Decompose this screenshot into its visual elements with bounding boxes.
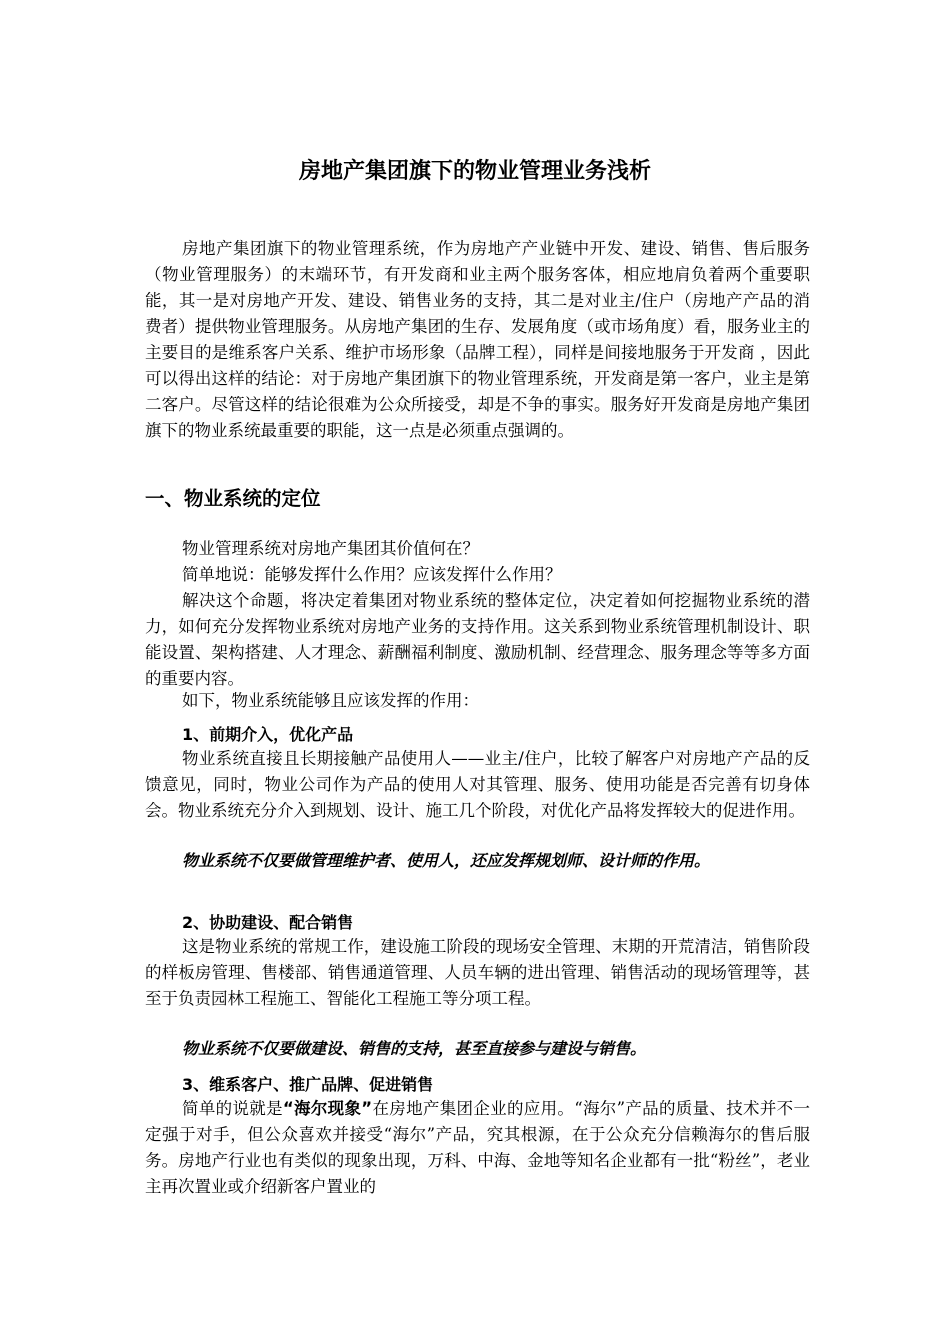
- subsection-paragraph-2: 这是物业系统的常规工作，建设施工阶段的现场安全管理、末期的开荒清洁，销售阶段的样板房管理、售楼部、销售通道管理、人员车辆的进出管理、销售活动的现场管理等，甚至于负责园林工程施工、智能化工程施工等分项工程。: [145, 937, 810, 1008]
- paragraph-3-text-after: 在房地产集团企业的应用。“海尔”产品的质量、技术并不一定强于对手，但公众喜欢并接受“海尔”产品，究其根源，在于公众充分信赖海尔的售后服务。房地产行业也有类似的现象出现，万科、中海、金地等知名企业都有一批“粉丝”，老业主再次置业或介绍新客户置业的: [145, 1099, 810, 1196]
- subsection-paragraph-3: [145, 1096, 810, 1200]
- emphasis-line-2: 物业系统不仅要做建设、销售的支持，甚至直接参与建设与销售。: [182, 1039, 647, 1058]
- question-line-1: 物业管理系统对房地产集团其价值何在？: [182, 539, 479, 558]
- document-title: 房地产集团旗下的物业管理业务浅析: [298, 159, 651, 184]
- emphasis-line-1: 物业系统不仅要做管理维护者、使用人，还应发挥规划师、设计师的作用。: [182, 851, 711, 870]
- subsection-heading-2: 2、协助建设、配合销售: [182, 913, 354, 932]
- subsection-heading-1: 1、前期介入，优化产品: [182, 725, 354, 744]
- subsection-paragraph-1: 物业系统直接且长期接触产品使用人——业主/住户，比较了解客户对房地产产品的反馈意见，同时，物业公司作为产品的使用人对其管理、服务、使用功能是否完善有切身体会。物业系统充分介入到规划、设计、施工几个阶段，对优化产品将发挥较大的促进作用。: [145, 749, 810, 820]
- question-line-2: 简单地说：能够发挥什么作用？应该发挥什么作用？: [182, 565, 562, 584]
- section-paragraph: 解决这个命题，将决定着集团对物业系统的整体定位，决定着如何挖掘物业系统的潜力，如何充分发挥物业系统对房地产业务的支持作用。这关系到物业系统管理机制设计、职能设置、架构搭建、人才理念、薪酬福利制度、激励机制、经营理念、服务理念等等多方面的重要内容。: [145, 591, 810, 688]
- intro-paragraph: 房地产集团旗下的物业管理系统，作为房地产产业链中开发、建设、销售、售后服务（物业管理服务）的末端环节，有开发商和业主两个服务客体，相应地肩负着两个重要职能，其一是对房地产开发、建设、销售业务的支持，其二是对业主/住户（房地产产品的消费者）提供物业管理服务。从房地产集团的生存、发展角度（或市场角度）看，服务业主的主要目的是维系客户关系、维护市场形象（品牌工程），同样是间接地服务于开发商 ，因此可以得出这样的结论：对于房地产集团旗下的物业管理系统，开发商是第一客户，业主是第二客户。尽管这样的结论很难为公众所接受，却是不争的事实。服务好开发商是房地产集团旗下的物业系统最重要的职能，这一点是必须重点强调的。: [145, 239, 810, 440]
- section-heading: 一、物业系统的定位: [145, 487, 321, 510]
- haier-phenomenon-term: “海尔现象”: [282, 1099, 373, 1118]
- subsection-heading-3: 3、维系客户、推广品牌、促进销售: [182, 1075, 434, 1094]
- paragraph-3-text-before: 简单的说就是: [182, 1099, 283, 1118]
- roles-lead-line: 如下，物业系统能够且应该发挥的作用：: [182, 691, 479, 710]
